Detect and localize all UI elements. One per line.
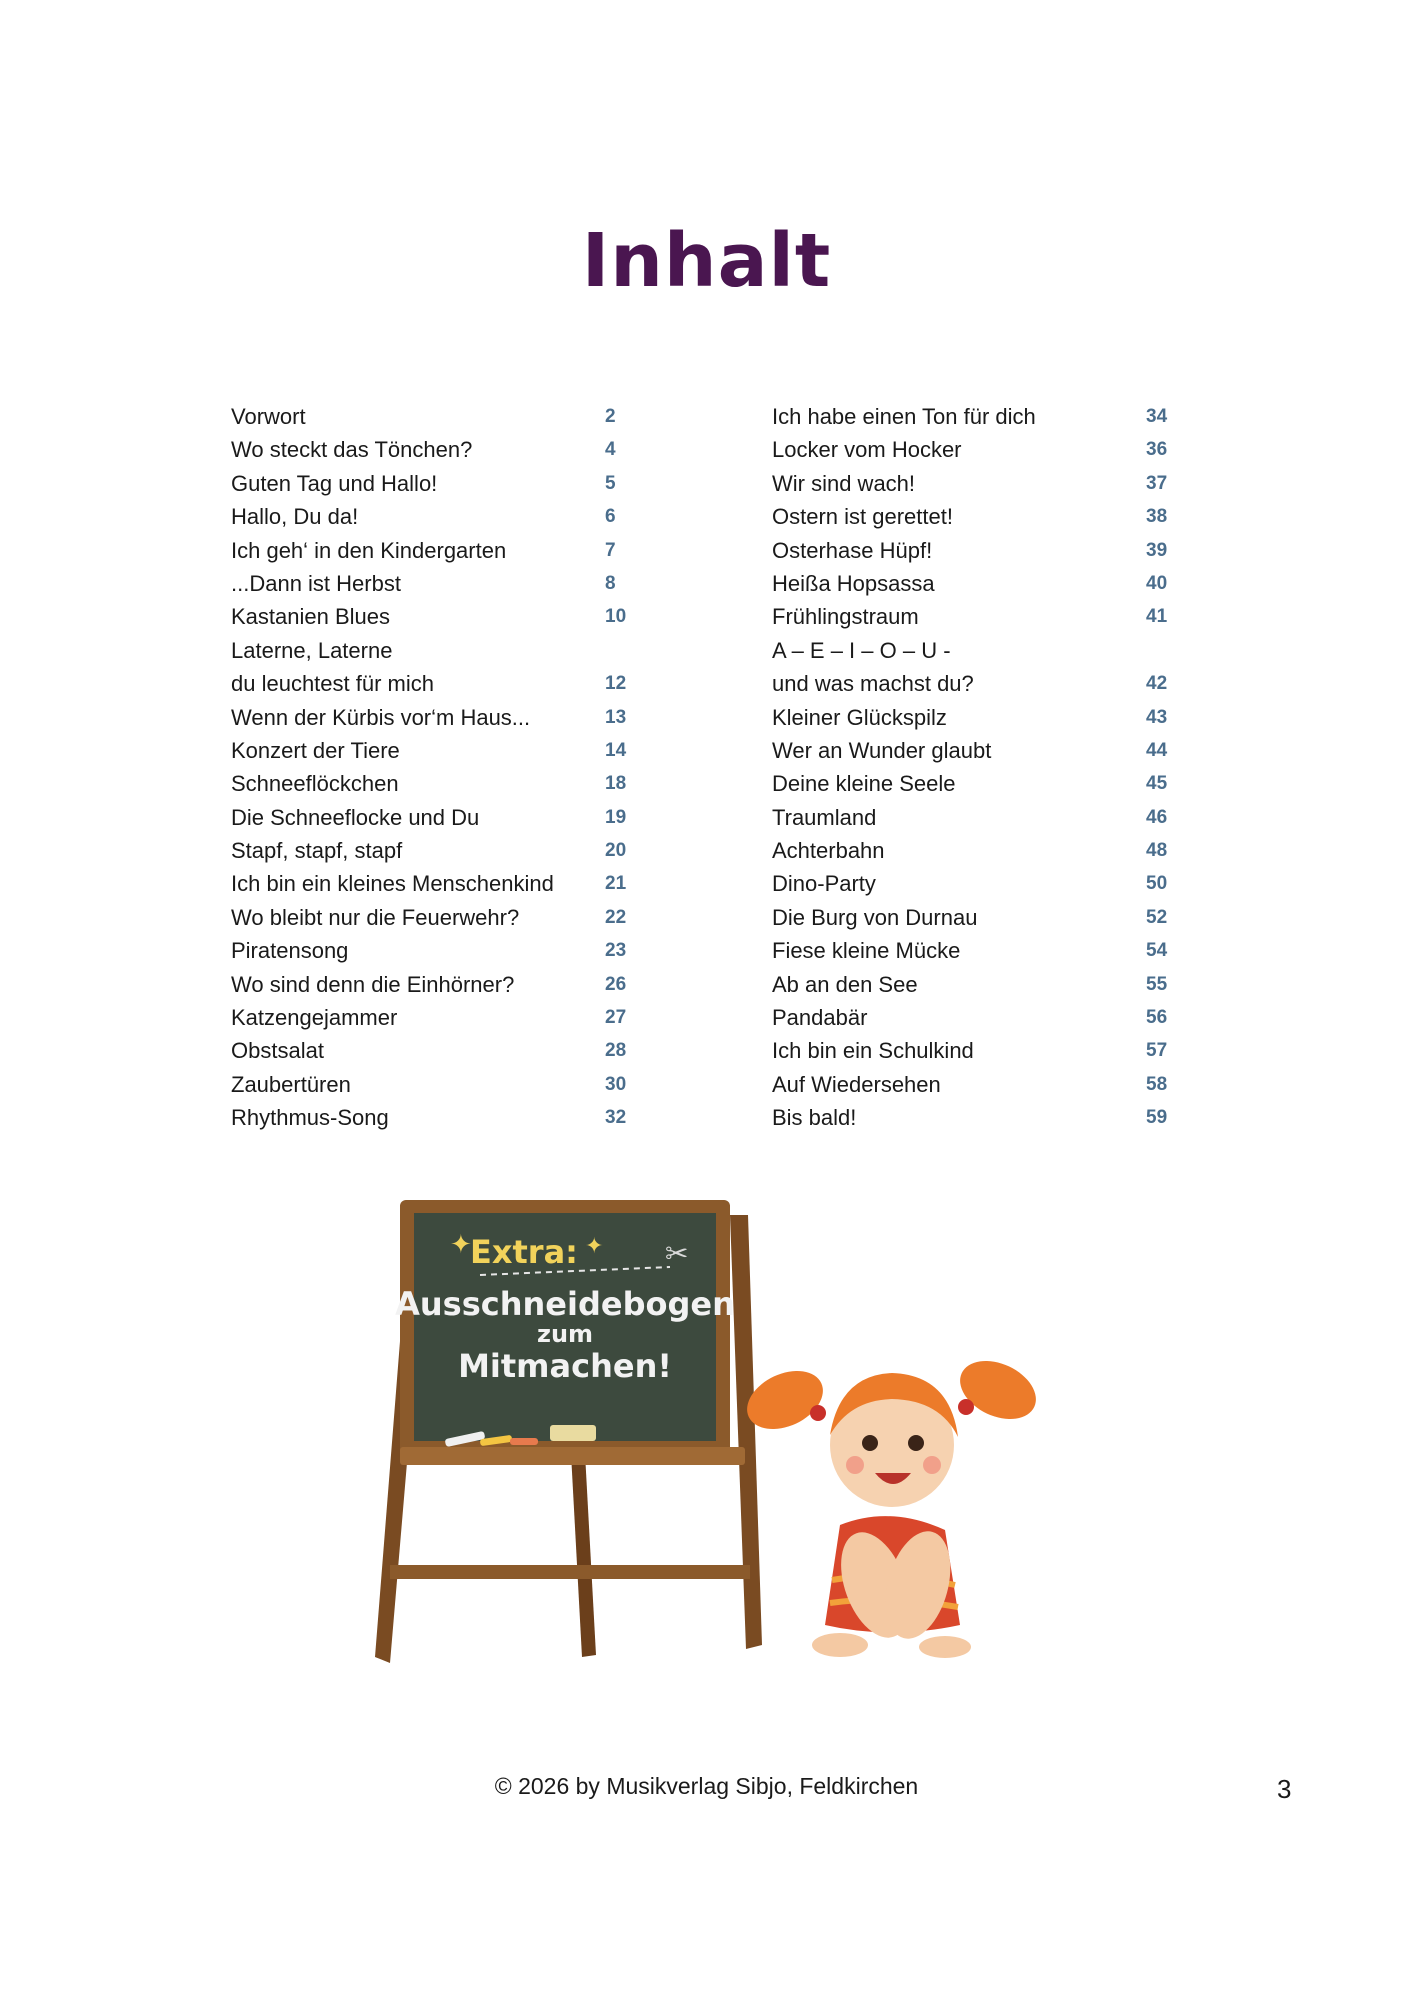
scissors-icon: ✂ bbox=[665, 1237, 689, 1270]
chalk-orange bbox=[510, 1438, 538, 1445]
toc-entry bbox=[231, 968, 791, 1001]
toc-entry-title: Konzert der Tiere bbox=[231, 737, 400, 763]
toc-entry-page: 5 bbox=[605, 472, 616, 494]
toc-entry-page: 40 bbox=[1146, 572, 1168, 594]
hair-tie-left bbox=[810, 1405, 826, 1421]
toc-entry-page: 23 bbox=[605, 940, 627, 962]
toc-entry bbox=[231, 634, 791, 667]
eye-right bbox=[908, 1435, 924, 1451]
toc-entry-page: 46 bbox=[1146, 806, 1168, 828]
easel-leg-right bbox=[730, 1215, 762, 1649]
toc-entry-page: 55 bbox=[1146, 973, 1168, 995]
toc-entry bbox=[231, 1001, 791, 1034]
toc-entry-title: Piratensong bbox=[231, 938, 349, 964]
toc-entry-page: 38 bbox=[1146, 506, 1168, 528]
toc-entry bbox=[772, 867, 1332, 900]
hair-tie-right bbox=[958, 1399, 974, 1415]
toc-entry-title: Hallo, Du da! bbox=[231, 504, 359, 530]
toc-entry-title: Wo steckt das Tönchen? bbox=[231, 437, 473, 463]
sparkle-icon: ✦ bbox=[450, 1230, 472, 1260]
toc-entry-page: 7 bbox=[605, 539, 616, 561]
toc-entry-title: Ich habe einen Ton für dich bbox=[772, 404, 1036, 429]
toc-entry-page: 42 bbox=[1146, 673, 1168, 695]
toc-entry-title: Stapf, stapf, stapf bbox=[231, 838, 403, 864]
toc-entry bbox=[772, 1034, 1332, 1067]
toc-entry bbox=[772, 667, 1332, 700]
toc-entry-page: 54 bbox=[1146, 940, 1168, 962]
toc-entry bbox=[772, 433, 1332, 466]
toc-entry bbox=[772, 1001, 1332, 1034]
toc-entry bbox=[772, 734, 1332, 767]
toc-entry-page: 45 bbox=[1146, 773, 1168, 795]
toc-entry-title: Wir sind wach! bbox=[772, 470, 916, 496]
toc-entry bbox=[231, 500, 791, 533]
toc-entry-page: 8 bbox=[605, 572, 616, 594]
toc-entry-page: 37 bbox=[1146, 472, 1168, 494]
toc-entry-title: Traumland bbox=[772, 804, 877, 830]
toc-entry-title: Dino-Party bbox=[772, 871, 876, 897]
toc-entry-title: Vorwort bbox=[231, 404, 306, 429]
toc-entry-page: 27 bbox=[605, 1007, 627, 1029]
toc-entry bbox=[231, 467, 791, 500]
toc-entry-page: 50 bbox=[1146, 873, 1168, 895]
sponge bbox=[550, 1425, 596, 1441]
toc-entry-page: 21 bbox=[605, 873, 627, 895]
toc-entry bbox=[772, 634, 1332, 667]
toc-entry bbox=[231, 567, 791, 600]
toc-entry-title: Ab an den See bbox=[772, 971, 918, 997]
toc-entry-title: Obstsalat bbox=[231, 1038, 324, 1064]
sparkle-icon: ✦ bbox=[585, 1234, 604, 1259]
toc-entry-title: Deine kleine Seele bbox=[772, 771, 956, 797]
toc-entry-title: Laterne, Laterne bbox=[231, 637, 393, 663]
toc-entry bbox=[772, 534, 1332, 567]
toc-entry bbox=[231, 1101, 791, 1134]
toc-entry bbox=[231, 1068, 791, 1101]
toc-entry bbox=[231, 701, 791, 734]
toc-entry bbox=[772, 467, 1332, 500]
toc-entry-title: Zaubertüren bbox=[231, 1071, 351, 1097]
toc-entry bbox=[231, 1034, 791, 1067]
toc-entry bbox=[231, 901, 791, 934]
toc-entry-page: 12 bbox=[605, 673, 627, 695]
toc-entry-title: Wo bleibt nur die Feuerwehr? bbox=[231, 904, 520, 930]
easel-leg-back bbox=[570, 1435, 596, 1657]
chalk-text-line3: zum bbox=[536, 1320, 594, 1348]
toc-left-column bbox=[231, 400, 791, 1135]
toc-entry bbox=[772, 968, 1332, 1001]
toc-entry bbox=[231, 400, 791, 433]
cheek-right bbox=[923, 1456, 941, 1474]
toc-entry-page: 14 bbox=[605, 739, 627, 761]
foot-right bbox=[919, 1636, 971, 1658]
toc-entry bbox=[231, 600, 791, 633]
toc-entry-page: 57 bbox=[1146, 1040, 1168, 1062]
toc-entry bbox=[772, 1101, 1332, 1134]
chalkboard-easel-svg bbox=[370, 1185, 1070, 1685]
toc-entry bbox=[772, 767, 1332, 800]
foot-left bbox=[812, 1633, 868, 1657]
toc-entry-title: Heißa Hopsassa bbox=[772, 570, 935, 596]
toc-entry-title: Frühlingstraum bbox=[772, 604, 919, 630]
toc-entry-page: 13 bbox=[605, 706, 627, 728]
toc-entry bbox=[231, 934, 791, 967]
toc-entry-title: Die Burg von Durnau bbox=[772, 904, 978, 930]
toc-entry-page: 4 bbox=[605, 439, 616, 461]
chalk-text-extra: Extra: bbox=[470, 1233, 578, 1271]
toc-entry-title: Schneeflöckchen bbox=[231, 771, 399, 797]
girl-illustration bbox=[738, 1350, 1045, 1658]
easel-crossbar bbox=[390, 1565, 750, 1579]
toc-entry bbox=[772, 400, 1332, 433]
toc-entry-page: 34 bbox=[1146, 406, 1168, 427]
toc-entry-page: 20 bbox=[605, 840, 627, 862]
toc-entry-page: 43 bbox=[1146, 706, 1168, 728]
toc-entry bbox=[231, 433, 791, 466]
toc-entry-title: Wenn der Kürbis vor‘m Haus... bbox=[231, 704, 531, 730]
toc-entry bbox=[772, 801, 1332, 834]
toc-entry-title: Kleiner Glückspilz bbox=[772, 704, 947, 730]
toc-entry-title: Kastanien Blues bbox=[231, 604, 390, 630]
toc-entry bbox=[772, 567, 1332, 600]
toc-entry-title: Pandabär bbox=[772, 1005, 868, 1031]
toc-entry-page: 36 bbox=[1146, 439, 1168, 461]
toc-entry-title: Fiese kleine Mücke bbox=[772, 938, 961, 964]
toc-entry bbox=[231, 534, 791, 567]
toc-entry-title: Ostern ist gerettet! bbox=[772, 504, 953, 530]
toc-entry bbox=[772, 934, 1332, 967]
page-number: 3 bbox=[1277, 1774, 1292, 1804]
toc-entry bbox=[231, 834, 791, 867]
toc-entry bbox=[231, 667, 791, 700]
toc-entry-title: Wo sind denn die Einhörner? bbox=[231, 971, 515, 997]
toc-entry bbox=[231, 801, 791, 834]
toc-right-column bbox=[772, 400, 1332, 1135]
toc-entry-page: 28 bbox=[605, 1040, 627, 1062]
toc-entry-page: 18 bbox=[605, 773, 627, 795]
toc-entry-title: Bis bald! bbox=[772, 1105, 857, 1131]
toc-entry-page: 52 bbox=[1146, 906, 1168, 928]
toc-entry-title: ...Dann ist Herbst bbox=[231, 570, 401, 596]
toc-entry-page: 2 bbox=[605, 406, 616, 427]
toc-entry-title: Ich geh‘ in den Kindergarten bbox=[231, 537, 507, 563]
toc-entry-page: 30 bbox=[605, 1073, 627, 1095]
toc-entry-page: 26 bbox=[605, 973, 627, 995]
toc-entry-title: Ich bin ein Schulkind bbox=[772, 1038, 974, 1064]
chalk-text-line4: Mitmachen! bbox=[458, 1347, 672, 1385]
toc-entry bbox=[772, 500, 1332, 533]
toc-entry-page: 6 bbox=[605, 506, 616, 528]
toc-entry-title: Katzengejammer bbox=[231, 1005, 398, 1031]
toc-entry-page: 10 bbox=[605, 606, 627, 628]
toc-entry-page: 44 bbox=[1146, 739, 1168, 761]
toc-entry-title: A – E – I – O – U - bbox=[772, 637, 951, 663]
toc-entry-page: 39 bbox=[1146, 539, 1168, 561]
toc-entry-title: Die Schneeflocke und Du bbox=[231, 804, 480, 830]
cheek-left bbox=[846, 1456, 864, 1474]
copyright-footer: © 2026 by Musikverlag Sibjo, Feldkirchen bbox=[494, 1773, 919, 1799]
toc-entry bbox=[231, 734, 791, 767]
toc-entry bbox=[772, 1068, 1332, 1101]
toc-entry-title: Achterbahn bbox=[772, 838, 885, 864]
page-title: Inhalt bbox=[581, 218, 832, 304]
toc-entry bbox=[772, 901, 1332, 934]
toc-entry-page: 22 bbox=[605, 906, 627, 928]
toc-entry-title: Ich bin ein kleines Menschenkind bbox=[231, 871, 554, 897]
toc-entry-page: 32 bbox=[605, 1107, 627, 1129]
toc-entry bbox=[772, 701, 1332, 734]
toc-entry-title: Rhythmus-Song bbox=[231, 1105, 389, 1131]
toc-entry-title: Wer an Wunder glaubt bbox=[772, 737, 992, 763]
toc-entry-page: 19 bbox=[605, 806, 627, 828]
toc-entry-title: Osterhase Hüpf! bbox=[772, 537, 933, 563]
toc-entry-page: 56 bbox=[1146, 1007, 1168, 1029]
eye-left bbox=[862, 1435, 878, 1451]
toc-entry bbox=[231, 767, 791, 800]
chalkboard-illustration bbox=[370, 1185, 1070, 1685]
toc-entry-page: 58 bbox=[1146, 1073, 1168, 1095]
toc-entry bbox=[231, 867, 791, 900]
toc-entry-title: und was machst du? bbox=[772, 671, 974, 697]
toc-entry bbox=[772, 600, 1332, 633]
toc-entry-title: Auf Wiedersehen bbox=[772, 1071, 941, 1097]
chalk-ledge bbox=[400, 1447, 745, 1465]
toc-entry-title: Locker vom Hocker bbox=[772, 437, 962, 463]
toc-entry-page: 41 bbox=[1146, 606, 1168, 628]
pigtail-right bbox=[951, 1350, 1045, 1431]
toc-entry-page: 59 bbox=[1146, 1107, 1168, 1129]
chalk-text-line2: Ausschneidebogen bbox=[395, 1285, 735, 1323]
toc-entry-title: Guten Tag und Hallo! bbox=[231, 470, 438, 496]
toc-entry bbox=[772, 834, 1332, 867]
toc-entry-page: 48 bbox=[1146, 840, 1168, 862]
toc-entry-title: du leuchtest für mich bbox=[231, 671, 434, 697]
